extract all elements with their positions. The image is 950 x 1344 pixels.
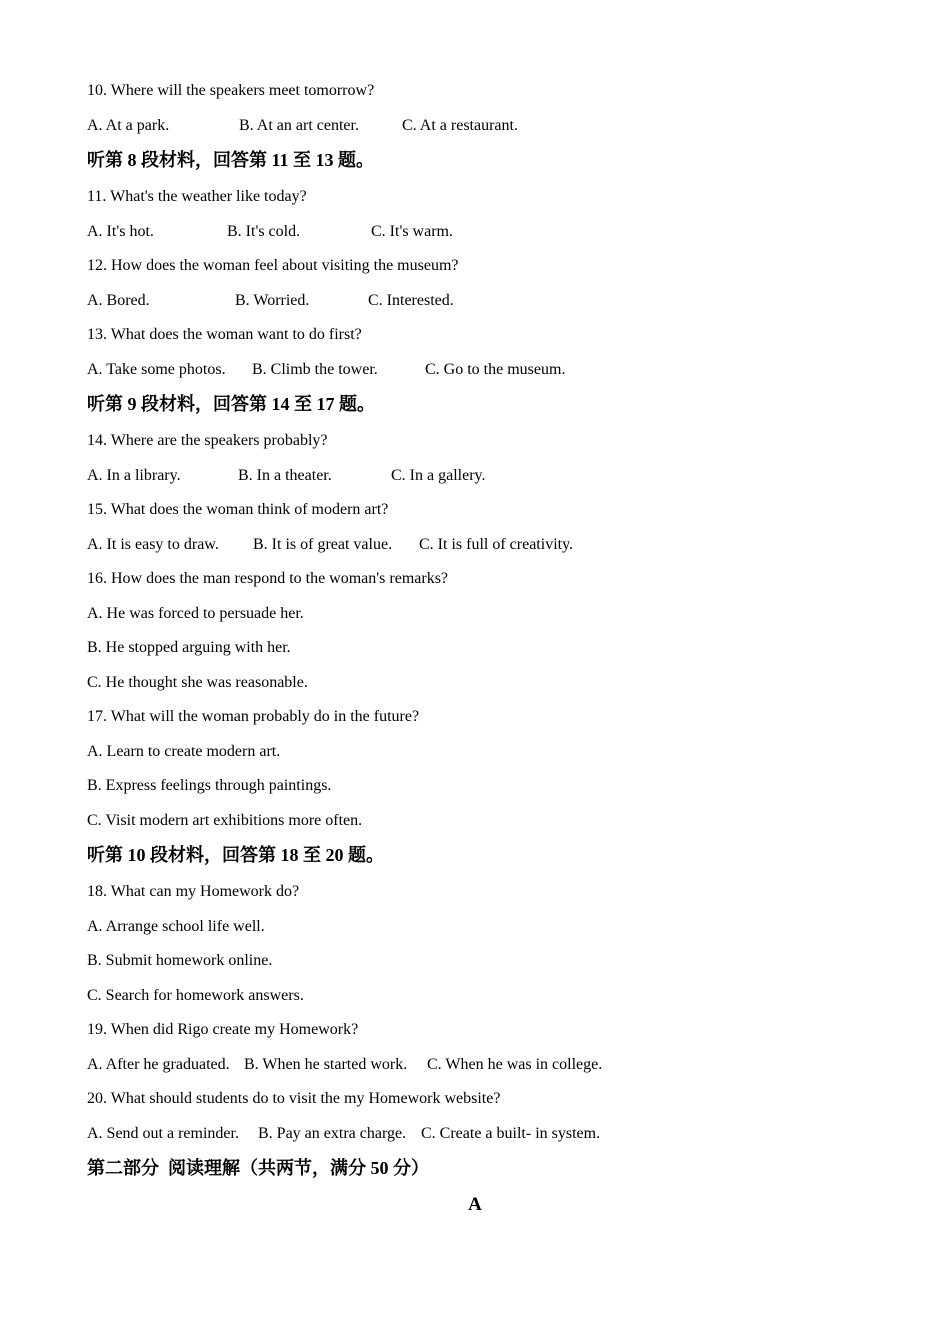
question-14: 14. Where are the speakers probably?	[87, 432, 328, 449]
question-18-option-b: B. Submit homework online.	[87, 952, 273, 969]
option-c: C. Go to the museum.	[425, 361, 566, 378]
option-c: C. It is full of creativity.	[419, 536, 574, 553]
question-19: 19. When did Rigo create my Homework?	[87, 1021, 359, 1038]
option-c: C. Create a built- in system.	[421, 1125, 601, 1142]
option-b: B. In a theater.	[238, 467, 332, 484]
section-heading-9: 听第 9 段材料，回答第 14 至 17 题。	[87, 394, 375, 414]
question-17: 17. What will the woman probably do in the future?	[87, 708, 420, 725]
option-c: C. It's warm.	[371, 223, 453, 240]
question-17-option-c: C. Visit modern art exhibitions more often.	[87, 812, 363, 829]
option-a: A. Bored.	[87, 292, 150, 309]
option-b: B. At an art center.	[239, 117, 359, 134]
option-b: B. Pay an extra charge.	[258, 1125, 407, 1142]
question-18: 18. What can my Homework do?	[87, 883, 300, 900]
question-16-option-c: C. He thought she was reasonable.	[87, 674, 308, 691]
part-two-heading: 第二部分 阅读理解（共两节，满分 50 分）	[87, 1158, 429, 1178]
option-a: A. It's hot.	[87, 223, 154, 240]
section-heading-8: 听第 8 段材料，回答第 11 至 13 题。	[87, 150, 375, 170]
question-18-option-a: A. Arrange school life well.	[87, 918, 265, 935]
question-20: 20. What should students do to visit the my Homework website?	[87, 1090, 501, 1107]
option-a: A. Take some photos.	[87, 361, 226, 378]
question-10: 10. Where will the speakers meet tomorrow?	[87, 82, 375, 99]
option-c: C. In a gallery.	[391, 467, 486, 484]
question-12: 12. How does the woman feel about visiting the museum?	[87, 257, 459, 274]
question-16: 16. How does the man respond to the woman's remarks?	[87, 570, 449, 587]
option-a: A. In a library.	[87, 467, 181, 484]
question-13: 13. What does the woman want to do first?	[87, 326, 362, 343]
question-17-option-b: B. Express feelings through paintings.	[87, 777, 332, 794]
option-b: B. Climb the tower.	[252, 361, 378, 378]
option-b: B. Worried.	[235, 292, 310, 309]
question-16-option-b: B. He stopped arguing with her.	[87, 639, 291, 656]
option-b: B. It is of great value.	[253, 536, 393, 553]
question-18-option-c: C. Search for homework answers.	[87, 987, 304, 1004]
section-heading-10: 听第 10 段材料，回答第 18 至 20 题。	[87, 845, 384, 865]
option-a: A. It is easy to draw.	[87, 536, 219, 553]
option-c: C. When he was in college.	[427, 1056, 603, 1073]
question-17-option-a: A. Learn to create modern art.	[87, 743, 281, 760]
option-b: B. When he started work.	[244, 1056, 408, 1073]
option-c: C. At a restaurant.	[402, 117, 518, 134]
option-a: A. Send out a reminder.	[87, 1125, 239, 1142]
option-b: B. It's cold.	[227, 223, 301, 240]
question-15: 15. What does the woman think of modern art?	[87, 501, 389, 518]
question-11: 11. What's the weather like today?	[87, 188, 307, 205]
passage-a-title: A	[468, 1194, 482, 1215]
question-16-option-a: A. He was forced to persuade her.	[87, 605, 304, 622]
option-a: A. After he graduated.	[87, 1056, 230, 1073]
option-c: C. Interested.	[368, 292, 454, 309]
option-a: A. At a park.	[87, 117, 170, 134]
